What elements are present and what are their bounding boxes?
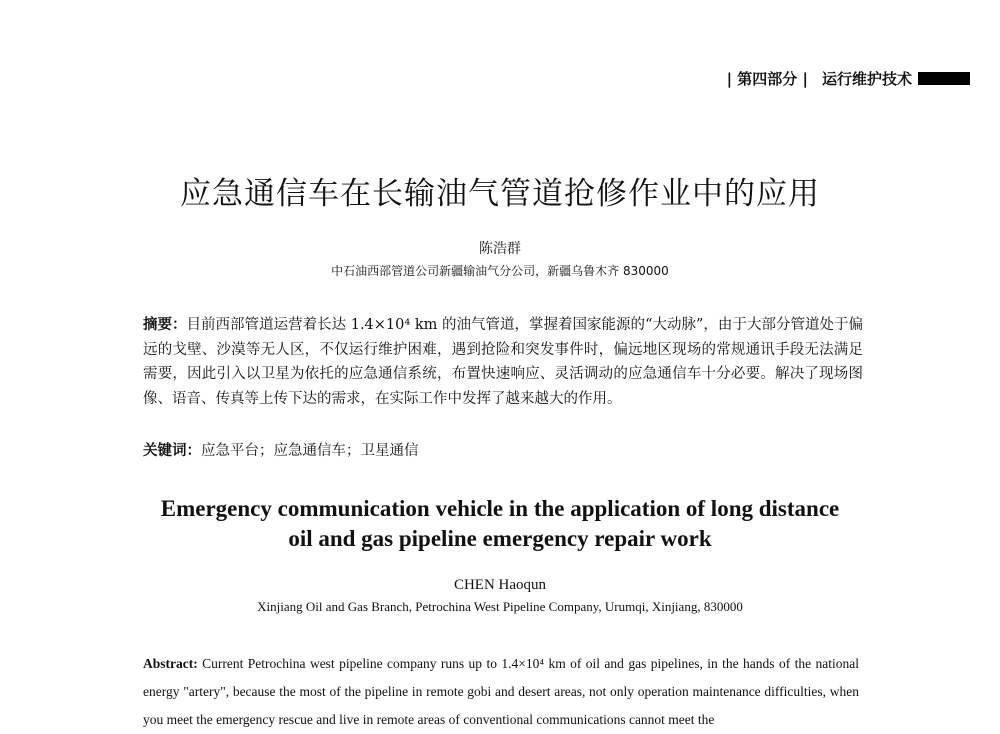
topic-label: 运行维护技术	[821, 70, 912, 88]
header-bar-decoration	[918, 72, 970, 85]
english-title-line-1: Emergency communication vehicle in the application of long distance	[160, 496, 840, 521]
chinese-affiliation: 中石油西部管道公司新疆输油气分公司，新疆乌鲁木齐 830000	[331, 264, 669, 278]
chinese-title: 应急通信车在长输油气管道抢修作业中的应用	[180, 176, 820, 212]
chinese-keywords-text: 应急平台；应急通信车；卫星通信	[201, 443, 419, 459]
chinese-keywords	[143, 439, 419, 460]
english-author: CHEN Haoqun	[453, 577, 547, 593]
chinese-author: 陈浩群	[479, 241, 521, 257]
english-abstract	[143, 650, 859, 734]
english-affiliation: Xinjiang Oil and Gas Branch, Petrochina West Pipeline Company, Urumqi, Xinjiang, 830000	[257, 599, 743, 614]
running-header	[727, 68, 970, 89]
chinese-keywords-label: 关键词：	[143, 443, 201, 459]
english-title-line-2: oil and gas pipeline emergency repair work	[288, 526, 712, 551]
english-abstract-label: Abstract:	[143, 656, 198, 671]
chinese-abstract	[143, 313, 863, 411]
chinese-abstract-label: 摘要：	[143, 317, 187, 333]
english-abstract-text: Current Petrochina west pipeline company runs up to 1.4×10⁴ km of oil and gas pipelines, in the hands of the national energy "artery", because the most of the pipeline in remote gobi and desert areas, not only operation maintenance difficulties, when you meet the emergency rescue and live in remote areas of conventional communications cannot meet the	[143, 656, 860, 727]
section-label: | 第四部分 |	[726, 70, 808, 88]
chinese-abstract-text: 目前西部管道运营着长达 1.4×10⁴ km 的油气管道，掌握着国家能源的“大动脉”，由于大部分管道处于偏远的戈壁、沙漠等无人区，不仅运行维护困难，遇到抢险和突发事件时，偏远地区现场的常规通讯手段无法满足需要，因此引入以卫星为依托的应急通信系统，布置快速响应、灵活调动的应急通信车十分必要。解决了现场图像、语音、传真等上传下达的需求，在实际工作中发挥了越来越大的作用。	[143, 317, 863, 407]
english-title	[0, 494, 1000, 554]
